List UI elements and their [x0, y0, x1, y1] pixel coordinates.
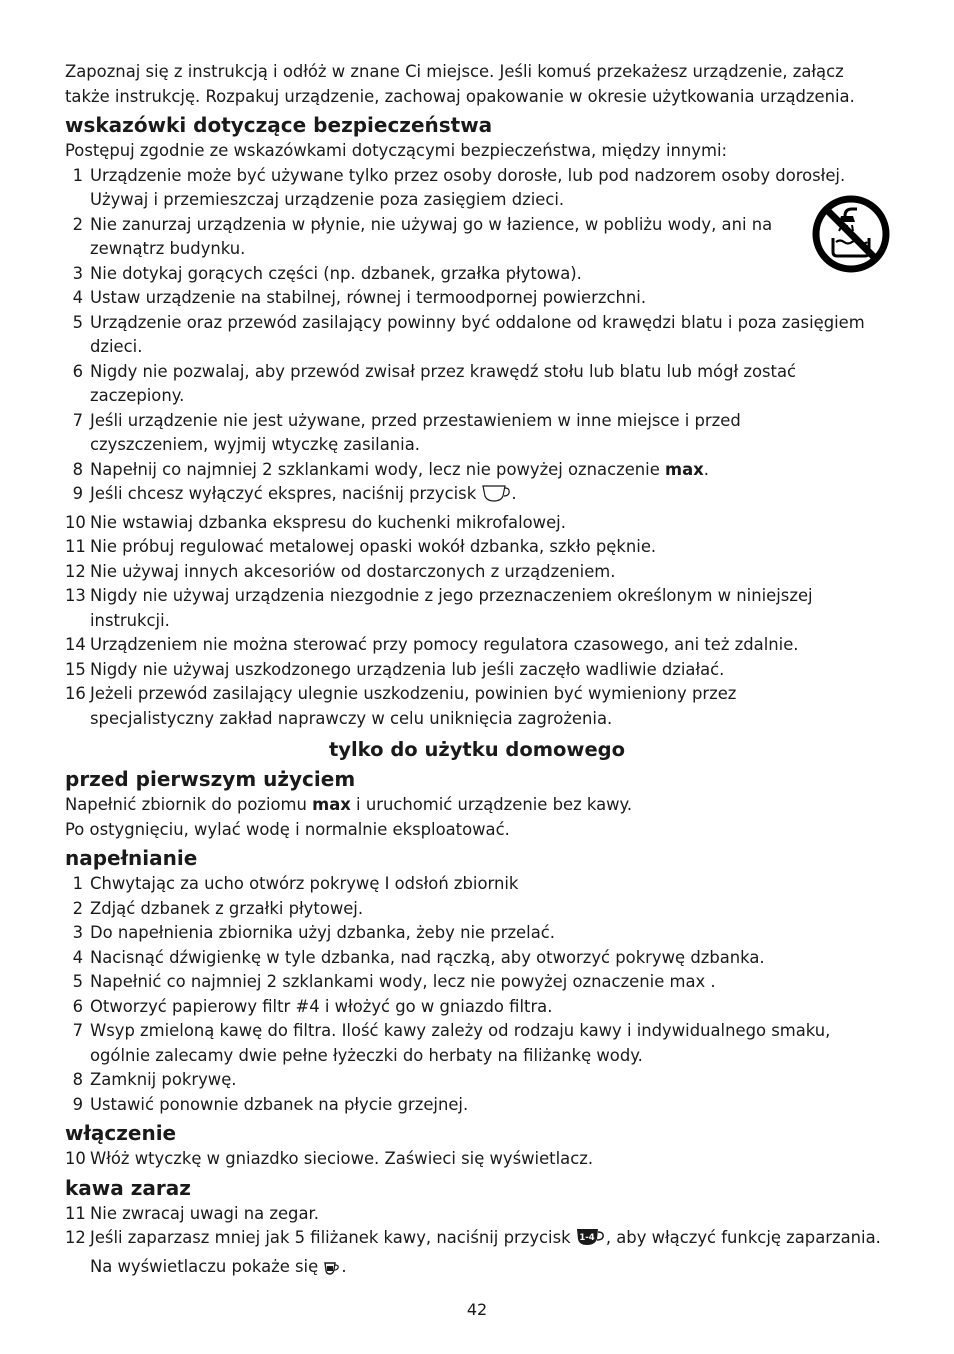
- item-text: Jeśli chcesz wyłączyć ekspres, naciśnij przycisk: [90, 484, 477, 503]
- list-item: [65, 1068, 889, 1093]
- item-number: 7: [72, 1021, 83, 1040]
- item-number: 7: [72, 410, 83, 430]
- list-item: [65, 946, 889, 971]
- item-number: 8: [72, 1070, 83, 1089]
- list-item: [65, 360, 889, 409]
- max-label: max: [665, 459, 704, 479]
- list-item: [65, 560, 889, 585]
- item-text: Zamknij pokrywę.: [90, 1070, 237, 1089]
- list-item: [65, 897, 889, 922]
- list-item: [65, 1147, 889, 1172]
- item-text: Napełnić co najmniej 2 szklankami wody, lecz nie powyżej oznaczenie max .: [90, 972, 716, 991]
- item-number: 13: [65, 586, 86, 605]
- item-text: Urządzenie oraz przewód zasilający powinny być oddalone od krawędzi blatu i poza zasięgiem dzieci.: [90, 312, 865, 356]
- coffee-now-heading: kawa zaraz: [65, 1175, 191, 1200]
- list-item: [65, 970, 889, 995]
- item-number: 5: [72, 312, 83, 332]
- item-text: Jeśli urządzenie nie jest używane, przed przestawieniem w inne miejsce i przed czyszczeniem, wyjmij wtyczkę zasilania.: [90, 410, 741, 454]
- item-number: 11: [65, 1203, 86, 1223]
- list-item: [65, 286, 889, 311]
- list-item: [65, 1019, 889, 1068]
- item-text: Jeśli zaparzasz mniej jak 5 filiżanek kawy, naciśnij przycisk: [90, 1228, 571, 1247]
- item-text: Chwytając za ucho otwórz pokrywę I odsłoń zbiornik: [90, 874, 519, 893]
- list-item: [65, 213, 889, 262]
- no-water-immersion-icon: [811, 194, 891, 274]
- item-tail: .: [511, 484, 517, 503]
- item-text: Nie próbuj regulować metalowej opaski wokół dzbanka, szkło pęknie.: [90, 537, 657, 556]
- 1-4-cups-icon: [576, 1227, 606, 1255]
- item-text: Nie wstawiaj dzbanka ekspresu do kuchenki mikrofalowej.: [90, 512, 566, 532]
- item-number: 12: [65, 561, 86, 581]
- first-use-line-1: [65, 793, 889, 818]
- list-item: [65, 262, 889, 287]
- list-item: [65, 921, 889, 946]
- item-text: Do napełnienia zbiornika użyj dzbanka, żeby nie przelać.: [90, 923, 555, 942]
- list-item: [65, 535, 889, 560]
- item-number: 3: [72, 923, 83, 942]
- item-text: Nie dotykaj gorących części (np. dzbanek, grzałka płytowa).: [90, 263, 582, 283]
- item-number: 6: [72, 996, 83, 1016]
- item-text: Nigdy nie używaj urządzenia niezgodnie z jego przeznaczeniem określonym w niniejszej instrukcji.: [90, 586, 813, 630]
- switch-on-list: [65, 1147, 889, 1172]
- item-number: 1: [72, 874, 83, 893]
- item-text: Wsyp zmieloną kawę do filtra. Ilość kawy zależy od rodzaju kawy i indywidualnego smaku, ogólnie zalecamy dwie pełne łyżeczki do herbaty na filiżankę wody.: [90, 1021, 831, 1065]
- item-number: 1: [72, 165, 83, 185]
- list-item: [65, 995, 889, 1020]
- item-tail: .: [341, 1256, 347, 1276]
- item-text: Nie używaj innych akcesoriów od dostarczonych z urządzeniem.: [90, 561, 616, 581]
- item-number: 11: [65, 537, 86, 556]
- list-item: [65, 511, 889, 536]
- item-number: 6: [72, 361, 83, 381]
- item-number: 10: [65, 512, 86, 532]
- switch-on-heading: włączenie: [65, 1121, 177, 1145]
- item-number: 12: [65, 1228, 86, 1247]
- item-text: Urządzenie może być używane tylko przez osoby dorosłe, lub pod nadzorem osoby dorosłej. Używaj i przemieszczaj urządzenie poza zasięgiem dzieci.: [90, 165, 846, 209]
- item-text: Nie zwracaj uwagi na zegar.: [90, 1203, 319, 1223]
- item-text: Urządzeniem nie można sterować przy pomocy regulatora czasowego, ani też zdalnie.: [90, 635, 799, 654]
- item-text: Otworzyć papierowy filtr #4 i włożyć go w gniazdo filtra.: [90, 996, 553, 1016]
- list-item: [65, 458, 889, 483]
- coffee-now-list: [65, 1202, 889, 1284]
- item-number: 16: [65, 684, 86, 703]
- list-item: [65, 872, 889, 897]
- filling-heading: napełnianie: [65, 846, 198, 870]
- small-cup-display-icon: [323, 1259, 341, 1284]
- list-item: [65, 1202, 889, 1227]
- list-item: [65, 482, 889, 511]
- item-text: Ustaw urządzenie na stabilnej, równej i termoodpornej powierzchni.: [90, 288, 647, 307]
- filling-list: [65, 872, 889, 1117]
- item-text: Nacisnąć dźwigienkę w tyle dzbanka, nad rączką, aby otworzyć pokrywę dzbanka.: [90, 947, 765, 967]
- first-use-line-2: Po ostygnięciu, wylać wodę i normalnie eksploatować.: [65, 819, 510, 839]
- list-item: [65, 1093, 889, 1118]
- item-number: 8: [72, 459, 83, 479]
- 1-4-cups-label: 1-4: [579, 1233, 595, 1243]
- item-tail: .: [703, 459, 709, 479]
- first-use-text: Napełnić zbiornik do poziomu: [65, 795, 313, 814]
- item-text: Nie zanurzaj urządzenia w płynie, nie używaj go w łazience, w pobliżu wody, ani na zewnątrz budynku.: [90, 214, 773, 258]
- item-number: 5: [72, 972, 83, 991]
- item-number: 2: [72, 214, 83, 234]
- instruction-page: [65, 60, 889, 1283]
- cup-off-icon: [481, 483, 511, 511]
- item-text: Nigdy nie używaj uszkodzonego urządzenia lub jeśli zaczęło wadliwie działać.: [90, 659, 725, 679]
- item-text: Włóż wtyczkę w gniazdko sieciowe. Zaświeci się wyświetlacz.: [90, 1149, 594, 1168]
- item-number: 4: [72, 288, 83, 307]
- item-number: 10: [65, 1149, 86, 1168]
- list-item: [65, 584, 889, 633]
- item-number: 9: [72, 484, 83, 503]
- item-number: 3: [72, 263, 83, 283]
- item-number: 9: [72, 1094, 83, 1114]
- item-text: Nigdy nie pozwalaj, aby przewód zwisał przez krawędź stołu lub blatu lub mógł zostać zaczepiony.: [90, 361, 797, 405]
- safety-heading: wskazówki dotyczące bezpieczeństwa: [65, 113, 493, 137]
- item-text: Ustawić ponownie dzbanek na płycie grzejnej.: [90, 1094, 469, 1114]
- max-label: max: [312, 795, 351, 814]
- list-item: [65, 1226, 889, 1283]
- list-item: [65, 409, 889, 458]
- item-text: Jeżeli przewód zasilający ulegnie uszkodzeniu, powinien być wymieniony przez specjalistyczny zakład naprawczy w celu uniknięcia zagrożenia.: [90, 684, 737, 728]
- item-text: Zdjąć dzbanek z grzałki płytowej.: [90, 898, 364, 918]
- first-use-text: i uruchomić urządzenie bez kawy.: [350, 795, 633, 814]
- page-number: 42: [466, 1300, 488, 1319]
- list-item: [65, 633, 889, 658]
- item-number: 4: [72, 947, 83, 967]
- list-item: [65, 311, 889, 360]
- list-item: [65, 658, 889, 683]
- item-number: 15: [65, 659, 86, 679]
- list-item: [65, 164, 889, 213]
- item-text: Napełnij co najmniej 2 szklankami wody, lecz nie powyżej oznaczenie: [90, 459, 660, 479]
- item-number: 2: [72, 898, 83, 918]
- safety-list: [65, 164, 889, 732]
- household-only-note: tylko do użytku domowego: [328, 738, 626, 761]
- intro-paragraph: Zapoznaj się z instrukcją i odłóż w znane Ci miejsce. Jeśli komuś przekażesz urządzenie, załącz także instrukcję. Rozpakuj urządzenie, zachowaj opakowanie w okresie użytkowania urządzenia.: [65, 62, 855, 106]
- item-text: , aby włączyć funkcję zaparzania. Na wyświetlaczu pokaże się: [90, 1228, 881, 1276]
- safety-lead: Postępuj zgodnie ze wskazówkami dotyczącymi bezpieczeństwa, między innymi:: [65, 141, 728, 160]
- item-number: 14: [65, 635, 86, 654]
- list-item: [65, 682, 889, 731]
- first-use-heading: przed pierwszym użyciem: [65, 767, 356, 791]
